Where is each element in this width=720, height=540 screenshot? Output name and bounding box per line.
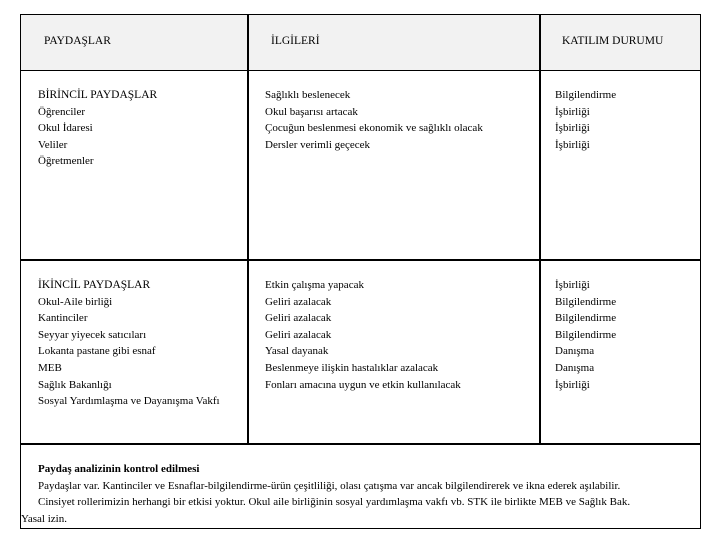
list-item: Bilgilendirme — [555, 295, 617, 308]
list-item: Okul başarısı artacak — [265, 105, 358, 118]
list-item: Okul-Aile birliği — [38, 295, 113, 308]
list-item: Okul İdaresi — [38, 122, 93, 135]
secondary-title: İKİNCİL PAYDAŞLAR — [38, 279, 151, 291]
primary-title: BİRİNCİL PAYDAŞLAR — [38, 89, 158, 101]
header-participation: KATILIM DURUMU — [562, 35, 664, 47]
list-item: Danışma — [555, 361, 595, 374]
list-item: Geliri azalacak — [265, 312, 332, 325]
list-item: İşbirliği — [555, 105, 590, 118]
list-item: Bilgilendirme — [555, 328, 617, 341]
list-item: Danışma — [555, 345, 595, 358]
list-item: Veliler — [38, 138, 68, 151]
table-header-row — [21, 15, 700, 71]
list-item: Seyyar yiyecek satıcıları — [38, 328, 147, 341]
header-interests: İLGİLERİ — [271, 35, 320, 47]
list-item: Sosyal Yardımlaşma ve Dayanışma Vakfı — [38, 395, 220, 408]
list-item: İşbirliği — [555, 138, 590, 151]
secondary-interests-cell — [265, 277, 461, 393]
list-item: Kantinciler — [38, 312, 88, 325]
list-item: Yasal dayanak — [265, 345, 329, 358]
footer-title: Paydaş analizinin kontrol edilmesi — [38, 463, 200, 475]
row-divider — [21, 259, 700, 261]
list-item: Geliri azalacak — [265, 295, 332, 308]
primary-interests-cell — [265, 87, 483, 153]
list-item: Fonları amacına uygun ve etkin kullanılacak — [265, 378, 461, 391]
list-item: Bilgilendirme — [555, 312, 617, 325]
footer-line: Yasal izin. — [21, 512, 67, 525]
footer-line: Cinsiyet rollerimizin herhangi bir etkisi yoktur. Okul aile birliğinin sosyal yardımlaşma vakfı vb. STK ile birlikte MEB ve Sağlık Bak. — [38, 496, 631, 509]
list-item: Geliri azalacak — [265, 328, 332, 341]
list-item: Dersler verimli geçecek — [265, 138, 371, 151]
stakeholder-table — [20, 14, 701, 529]
secondary-stakeholders-cell — [38, 277, 220, 410]
list-item: İşbirliği — [555, 279, 590, 291]
list-item: Lokanta pastane gibi esnaf — [38, 345, 156, 358]
row-divider — [21, 443, 700, 445]
secondary-participation-cell — [555, 277, 616, 393]
header-stakeholders: PAYDAŞLAR — [44, 35, 111, 47]
list-item: Bilgilendirme — [555, 89, 617, 101]
column-divider — [539, 15, 541, 443]
list-item: İşbirliği — [555, 122, 590, 135]
primary-stakeholders-cell — [38, 87, 157, 170]
list-item: Beslenmeye ilişkin hastalıklar azalacak — [265, 361, 439, 374]
list-item: MEB — [38, 361, 62, 374]
list-item: İşbirliği — [555, 378, 590, 391]
list-item: Etkin çalışma yapacak — [265, 279, 364, 291]
primary-participation-cell — [555, 87, 616, 153]
list-item: Çocuğun beslenmesi ekonomik ve sağlıklı olacak — [265, 122, 483, 135]
list-item: Sağlıklı beslenecek — [265, 89, 351, 101]
list-item: Öğrenciler — [38, 105, 86, 118]
list-item: Sağlık Bakanlığı — [38, 378, 112, 391]
column-divider — [247, 15, 249, 443]
list-item: Öğretmenler — [38, 155, 94, 168]
footer-line: Paydaşlar var. Kantinciler ve Esnaflar-bilgilendirme-ürün çeşitliliği, olası çatışma var ancak bilgilendirerek ve ikna ederek aşılabilir. — [38, 479, 621, 492]
analysis-footer — [21, 461, 700, 527]
